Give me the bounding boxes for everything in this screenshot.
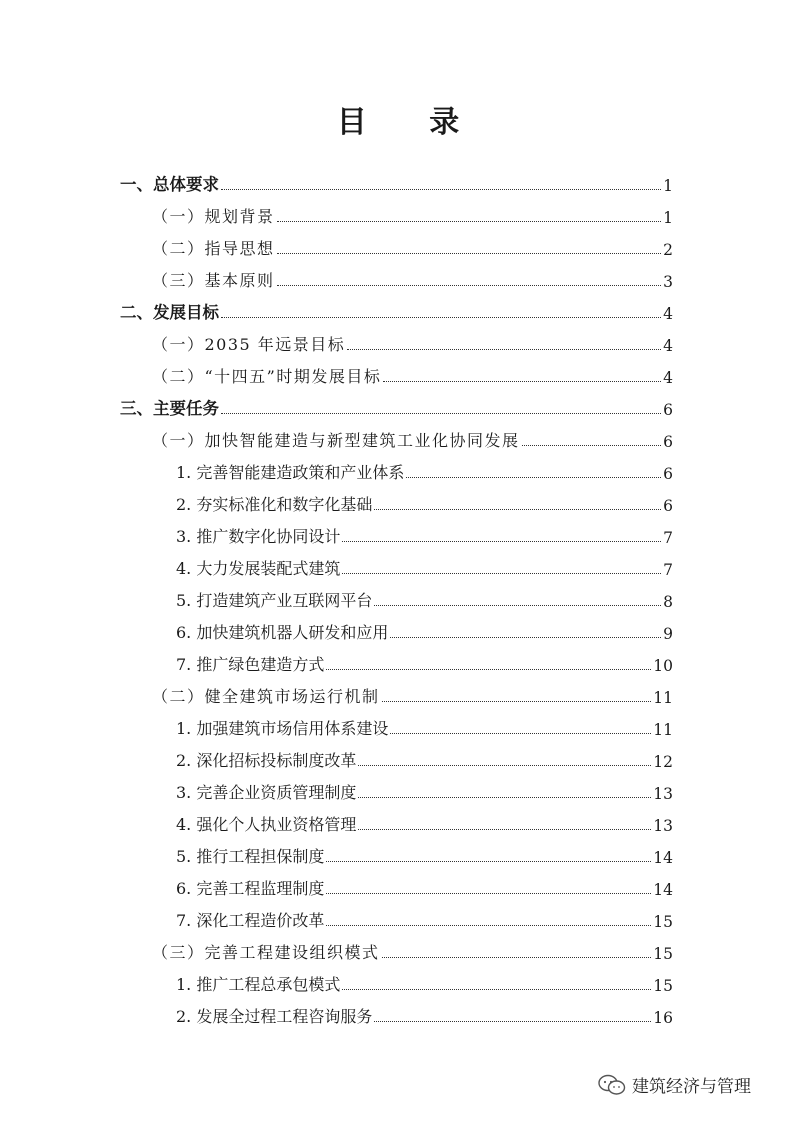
toc-entry-label: （一）规划背景 (152, 207, 275, 226)
toc-page-number: 2 (663, 241, 673, 259)
toc-leader-dots (342, 989, 651, 990)
toc-entry[interactable] (152, 355, 673, 387)
toc-entry-label: （一）加快智能建造与新型建筑工业化协同发展 (152, 431, 520, 450)
toc-entry-label: 3. 完善企业资质管理制度 (176, 783, 357, 802)
toc-leader-dots (358, 829, 651, 830)
toc-page-number: 15 (653, 977, 673, 995)
toc-entry-label: 一、总体要求 (120, 175, 219, 194)
toc-entry[interactable] (176, 483, 673, 515)
toc-leader-dots (277, 285, 662, 286)
toc-entry-label: 4. 大力发展装配式建筑 (176, 559, 341, 578)
toc-leader-dots (358, 765, 651, 766)
toc-page-number: 4 (663, 305, 673, 323)
toc-entry-label: 6. 加快建筑机器人研发和应用 (176, 623, 389, 642)
toc-leader-dots (277, 221, 662, 222)
toc-leader-dots (374, 1021, 651, 1022)
toc-entry[interactable] (176, 899, 673, 931)
toc-entry-label: （二）“十四五”时期发展目标 (152, 367, 382, 386)
toc-page-number: 12 (653, 753, 673, 771)
toc-page-number: 16 (653, 1009, 673, 1027)
toc-entry-label: 4. 强化个人执业资格管理 (176, 815, 357, 834)
toc-entry[interactable] (176, 515, 673, 547)
toc-leader-dots (342, 541, 661, 542)
toc-entry[interactable] (152, 259, 673, 291)
toc-entry[interactable] (176, 547, 673, 579)
toc-leader-dots (374, 605, 661, 606)
toc-page-number: 15 (653, 913, 673, 931)
toc-leader-dots (277, 253, 662, 254)
page-title: 目 录 (336, 105, 486, 140)
toc-entry-label: 2. 发展全过程工程咨询服务 (176, 1007, 373, 1026)
toc-page-number: 6 (663, 433, 673, 451)
toc-entry[interactable] (152, 931, 673, 963)
toc-entry[interactable] (176, 611, 673, 643)
toc-entry-label: 1. 完善智能建造政策和产业体系 (176, 463, 405, 482)
toc-leader-dots (374, 509, 661, 510)
toc-page-number: 15 (653, 945, 673, 963)
toc-entry[interactable] (176, 963, 673, 995)
toc-entry-label: 7. 深化工程造价改革 (176, 911, 325, 930)
toc-entry[interactable] (176, 451, 673, 483)
toc-page-number: 1 (663, 209, 673, 227)
toc-page-number: 7 (663, 561, 673, 579)
toc-entry-label: （一）2035 年远景目标 (152, 335, 346, 354)
toc-page-number: 13 (653, 785, 673, 803)
toc-entry-label: 5. 打造建筑产业互联网平台 (176, 591, 373, 610)
toc-leader-dots (221, 317, 661, 318)
wechat-icon (598, 1074, 626, 1096)
toc-page-number: 1 (663, 177, 673, 195)
toc-entry-label: 三、主要任务 (120, 399, 219, 418)
toc-entry-label: 1. 加强建筑市场信用体系建设 (176, 719, 389, 738)
toc-page-number: 4 (663, 369, 673, 387)
toc-entry[interactable] (152, 227, 673, 259)
toc-leader-dots (221, 413, 661, 414)
toc-leader-dots (382, 701, 652, 702)
toc-leader-dots (390, 637, 661, 638)
toc-entry[interactable] (152, 323, 673, 355)
toc-leader-dots (326, 861, 651, 862)
toc-page-number: 6 (663, 465, 673, 483)
toc-page-number: 14 (653, 849, 673, 867)
toc-leader-dots (358, 797, 651, 798)
toc-page-number: 6 (663, 497, 673, 515)
toc-page-number: 7 (663, 529, 673, 547)
toc-leader-dots (383, 381, 661, 382)
toc-leader-dots (382, 957, 652, 958)
toc-entry[interactable] (152, 419, 673, 451)
toc-entry-label: 2. 深化招标投标制度改革 (176, 751, 357, 770)
toc-leader-dots (522, 445, 662, 446)
toc-entry[interactable] (176, 995, 673, 1027)
toc-entry-label: 二、发展目标 (120, 303, 219, 322)
toc-entry-label: 1. 推广工程总承包模式 (176, 975, 341, 994)
toc-entry[interactable] (176, 803, 673, 835)
toc-entry[interactable] (176, 835, 673, 867)
toc-page-number: 9 (663, 625, 673, 643)
toc-leader-dots (326, 925, 651, 926)
toc-entry[interactable] (120, 163, 673, 195)
toc-entry-label: 5. 推行工程担保制度 (176, 847, 325, 866)
toc-page-number: 3 (663, 273, 673, 291)
toc-entry[interactable] (176, 771, 673, 803)
toc-page-number: 10 (653, 657, 673, 675)
toc-page-number: 11 (653, 721, 673, 739)
toc-entry[interactable] (176, 707, 673, 739)
toc-leader-dots (221, 189, 661, 190)
toc-entry[interactable] (152, 195, 673, 227)
watermark-text: 建筑经济与管理 (632, 1077, 751, 1097)
toc-entry-label: 3. 推广数字化协同设计 (176, 527, 341, 546)
toc-entry-label: （二）健全建筑市场运行机制 (152, 687, 380, 706)
toc-entry-label: （二）指导思想 (152, 239, 275, 258)
toc-entry-label: （三）完善工程建设组织模式 (152, 943, 380, 962)
toc-entry-label: （三）基本原则 (152, 271, 275, 290)
toc-entry[interactable] (152, 675, 673, 707)
watermark (598, 1072, 751, 1097)
toc-entry-label: 7. 推广绿色建造方式 (176, 655, 325, 674)
toc-leader-dots (342, 573, 661, 574)
toc-entry[interactable] (176, 739, 673, 771)
toc-page-number: 4 (663, 337, 673, 355)
toc-entry[interactable] (176, 643, 673, 675)
toc-leader-dots (406, 477, 661, 478)
toc-leader-dots (390, 733, 651, 734)
toc-page-number: 6 (663, 401, 673, 419)
toc-leader-dots (326, 669, 651, 670)
toc-page-number: 13 (653, 817, 673, 835)
toc-entry[interactable] (176, 867, 673, 899)
toc-page-number: 8 (663, 593, 673, 611)
toc-entry-label: 6. 完善工程监理制度 (176, 879, 325, 898)
toc-entry[interactable] (120, 387, 673, 419)
toc-page-number: 11 (653, 689, 673, 707)
toc-page-number: 14 (653, 881, 673, 899)
toc-entry[interactable] (120, 291, 673, 323)
toc-entry-label: 2. 夯实标准化和数字化基础 (176, 495, 373, 514)
toc-leader-dots (347, 349, 661, 350)
toc-entry[interactable] (176, 579, 673, 611)
toc-leader-dots (326, 893, 651, 894)
